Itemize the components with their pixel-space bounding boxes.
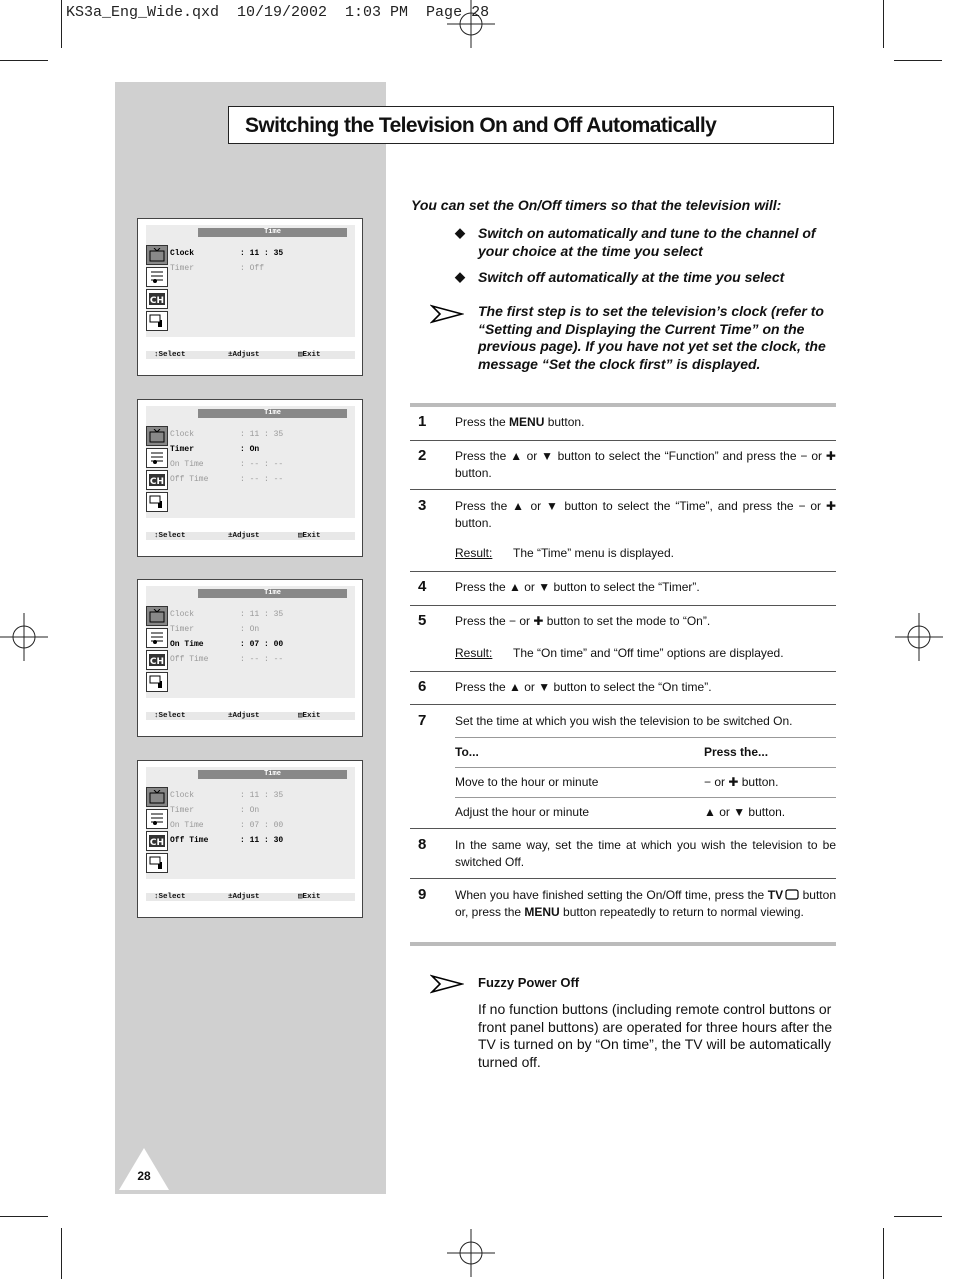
intro-text: You can set the On/Off timers so that the television will: xyxy=(411,197,782,213)
sound-note-icon xyxy=(146,448,168,468)
step-divider xyxy=(410,704,836,705)
step-number: 8 xyxy=(418,836,427,853)
note-arrow-icon xyxy=(430,304,464,324)
step-divider xyxy=(410,671,836,672)
step-text: When you have finished setting the On/Off time, press the TV button or, press the MENU button repeatedly to return to normal viewing. xyxy=(455,888,836,919)
osd-row: Timer : On xyxy=(170,445,260,454)
diamond-bullet-icon: ◆ xyxy=(455,225,465,240)
step-text: Press the ▲ or ▼ button to select the “Timer”. xyxy=(455,580,700,594)
step-divider xyxy=(410,828,836,829)
step-text: Press the − or ✚ button to set the mode to “On”. xyxy=(455,614,711,628)
channel-ch-icon xyxy=(146,289,168,309)
page-title: Switching the Television On and Off Automatically xyxy=(245,114,717,137)
setup-hand-icon xyxy=(146,311,168,331)
osd-footer: ↕Select ±Adjust ▤Exit xyxy=(146,532,355,540)
svg-text:CH: CH xyxy=(149,657,165,667)
tv-picture-icon xyxy=(146,426,168,446)
step-number: 6 xyxy=(418,678,427,695)
step-number: 5 xyxy=(418,612,427,629)
diamond-bullet-icon: ◆ xyxy=(455,269,465,284)
osd-screen xyxy=(137,760,363,918)
steps-top-rule xyxy=(410,403,836,407)
osd-row: Timer : On xyxy=(170,806,260,815)
registration-mark-icon xyxy=(447,1229,495,1277)
tv-button-icon xyxy=(785,889,799,900)
osd-display xyxy=(146,225,355,337)
sound-note-icon xyxy=(146,809,168,829)
sound-note-icon xyxy=(146,267,168,287)
step-text: Press the MENU button. xyxy=(455,415,585,429)
channel-ch-icon xyxy=(146,470,168,490)
crop-mark xyxy=(894,60,942,61)
osd-row: Clock : 11 : 35 xyxy=(170,430,284,439)
crop-mark xyxy=(0,60,48,61)
table-header-to: To... xyxy=(455,745,479,759)
osd-header: Time xyxy=(198,409,347,418)
osd-row: Clock : 11 : 35 xyxy=(170,249,284,258)
fuzzy-power-off-text: If no function buttons (including remote control buttons or front panel buttons) are operated for three hours after the TV is turned on by “On time”, the TV will be automatically turned off. xyxy=(478,1001,833,1070)
print-slug: KS3a_Eng_Wide.qxd 10/19/2002 1:03 PM Page 28 xyxy=(66,4,490,21)
note-text: The first step is to set the television’s clock (refer to “Setting and Displaying the Current Time” on the previous page). If you have not yet set the clock, the message “Set the clock first” is displayed. xyxy=(478,303,826,372)
registration-mark-icon xyxy=(0,613,48,661)
step-text: Press the ▲ or ▼ button to select the “Time”, and press the − or ✚ button. xyxy=(455,499,836,530)
osd-screen xyxy=(137,218,363,376)
channel-ch-icon xyxy=(146,831,168,851)
svg-text:CH: CH xyxy=(149,296,165,306)
step-divider xyxy=(410,571,836,572)
osd-row: Off Time : -- : -- xyxy=(170,475,284,484)
step-result: Result: The “On time” and “Off time” options are displayed. xyxy=(455,646,784,660)
registration-mark-icon xyxy=(447,0,495,48)
step-text: Set the time at which you wish the television to be switched On. xyxy=(455,714,793,728)
step-number: 1 xyxy=(418,413,427,430)
table-cell: ▲ or ▼ button. xyxy=(704,805,786,819)
tv-picture-icon xyxy=(146,245,168,265)
step-divider xyxy=(410,605,836,606)
step-number: 2 xyxy=(418,447,427,464)
tv-picture-icon xyxy=(146,606,168,626)
step-result: Result: The “Time” menu is displayed. xyxy=(455,546,674,560)
step-number: 9 xyxy=(418,886,427,903)
title-box xyxy=(228,106,834,144)
table-header-press: Press the... xyxy=(704,745,769,759)
osd-row: Off Time : 11 : 30 xyxy=(170,836,284,845)
steps-bottom-rule xyxy=(410,942,836,946)
table-cell: − or ✚ button. xyxy=(704,775,779,789)
step-text: In the same way, set the time at which you wish the television to be switched Off. xyxy=(455,838,836,869)
osd-header: Time xyxy=(198,228,347,237)
crop-mark xyxy=(61,1228,62,1279)
osd-row: On Time : 07 : 00 xyxy=(170,821,284,830)
step-divider xyxy=(410,489,836,490)
crop-mark xyxy=(883,0,884,48)
crop-mark xyxy=(883,1228,884,1279)
table-cell: Move to the hour or minute xyxy=(455,775,599,789)
crop-mark xyxy=(0,1216,48,1217)
setup-hand-icon xyxy=(146,853,168,873)
page-number: 28 xyxy=(137,1169,151,1183)
osd-row: On Time : 07 : 00 xyxy=(170,640,284,649)
osd-footer: ↕Select ±Adjust ▤Exit xyxy=(146,893,355,901)
step-divider xyxy=(410,440,836,441)
osd-row: Off Time : -- : -- xyxy=(170,655,284,664)
crop-mark xyxy=(61,0,62,48)
osd-footer: ↕Select ±Adjust ▤Exit xyxy=(146,351,355,359)
table-divider xyxy=(455,737,836,738)
sound-note-icon xyxy=(146,628,168,648)
osd-row: On Time : -- : -- xyxy=(170,460,284,469)
osd-header: Time xyxy=(198,770,347,779)
setup-hand-icon xyxy=(146,492,168,512)
step-text: Press the ▲ or ▼ button to select the “On time”. xyxy=(455,680,712,694)
step-number: 7 xyxy=(418,712,427,729)
fuzzy-power-off-heading: Fuzzy Power Off xyxy=(478,975,580,990)
step-divider xyxy=(410,878,836,879)
osd-row: Clock : 11 : 35 xyxy=(170,610,284,619)
osd-row: Timer : On xyxy=(170,625,260,634)
svg-text:CH: CH xyxy=(149,477,165,487)
tv-picture-icon xyxy=(146,787,168,807)
setup-hand-icon xyxy=(146,672,168,692)
table-cell: Adjust the hour or minute xyxy=(455,805,590,819)
step-number: 4 xyxy=(418,578,427,595)
table-divider xyxy=(455,797,836,798)
registration-mark-icon xyxy=(895,613,943,661)
table-divider xyxy=(455,767,836,768)
osd-screen xyxy=(137,399,363,557)
osd-row: Clock : 11 : 35 xyxy=(170,791,284,800)
step-number: 3 xyxy=(418,497,427,514)
note-arrow-icon xyxy=(430,974,464,994)
channel-ch-icon xyxy=(146,650,168,670)
crop-mark xyxy=(894,1216,942,1217)
osd-header: Time xyxy=(198,589,347,598)
svg-text:CH: CH xyxy=(149,838,165,848)
step-text: Press the ▲ or ▼ button to select the “Function” and press the − or ✚ button. xyxy=(455,449,836,480)
bullet-item: ◆ Switch off automatically at the time you select xyxy=(455,269,785,285)
osd-screen xyxy=(137,579,363,737)
osd-footer: ↕Select ±Adjust ▤Exit xyxy=(146,712,355,720)
bullet-item: ◆ Switch on automatically and tune to the channel of your choice at the time you select xyxy=(455,225,816,259)
osd-row: Timer : Off xyxy=(170,264,265,273)
